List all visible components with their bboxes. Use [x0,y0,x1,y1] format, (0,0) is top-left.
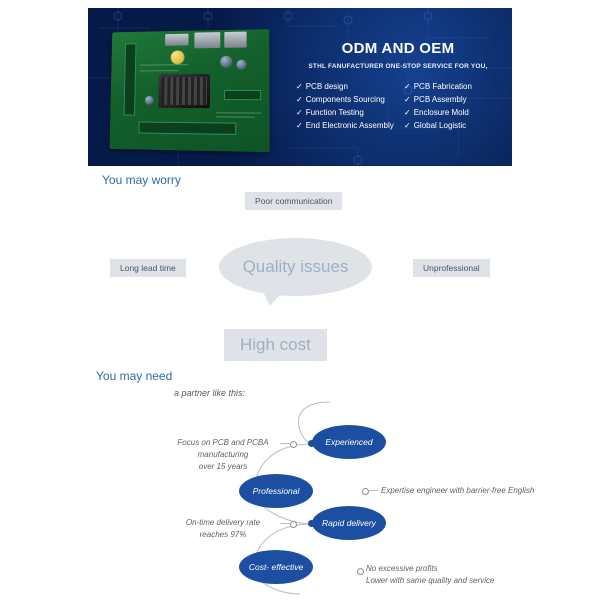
note-expertise-line1: Expertise engineer with barrier-free English [381,486,535,495]
worry-tag-long-lead-time: Long lead time [110,259,186,277]
note-marker-profit [357,568,364,575]
hero-list-label: Function Testing [305,108,364,117]
pcb-capacitor [145,96,154,105]
worry-tag-poor-communication: Poor communication [245,192,342,210]
hero-list-item [296,119,404,132]
pcb-slot-header [224,90,261,100]
check-icon: ✓ [404,82,411,91]
pcb-slot-pcie [139,122,237,135]
worry-section-heading: You may worry [102,173,181,187]
hero-subtitle: STHL FANUFACTURER ONE-STOP SERVICE FOR YOU, [308,63,488,70]
pcb-illustration [110,29,270,152]
quality-issues-label: Quality issues [242,257,349,276]
pcb-port-usb [194,32,220,48]
need-bubble-rapid-delivery [312,506,386,540]
note-delivery [160,517,286,541]
note-focus-line3: over 15 years [198,462,248,471]
note-marker-delivery [290,521,297,528]
need-bubble-professional: Professional [239,474,313,508]
hero-list-item [296,106,404,119]
hero-text-block [284,8,512,166]
note-line-expertise [368,490,378,491]
bubble-tail-icon [262,290,284,306]
check-icon: ✓ [404,108,411,117]
hero-list-item [404,80,512,93]
need-bubble-cost-effective [239,550,313,584]
hero-title: ODM AND OEM [341,40,455,57]
note-focus-line1: Focus on PCB and PCBA [177,438,269,447]
note-profit-line1: No excessive profits [366,564,438,573]
need-bubble-experienced: Experienced [312,425,386,459]
pcb-trace [140,70,179,71]
pcb-board-image [94,14,284,160]
pcb-trace [216,112,261,113]
hero-list-item [296,80,404,93]
worry-tag-high-cost: High cost [224,329,327,361]
hero-list-item [296,93,404,106]
pcb-trace [216,116,255,117]
note-marker-focus [290,441,297,448]
hero-list-right [404,80,512,132]
quality-issues-bubble [219,238,372,296]
note-delivery-line1: On-time delivery rate [185,518,261,527]
hero-list-label: Components Sourcing [305,95,385,104]
note-profit-line2: Lower with same quality and service [366,576,495,585]
check-icon: ✓ [296,108,303,117]
pcb-port-lan [224,32,246,48]
hero-banner [88,8,512,166]
pcb-capacitor [220,56,232,68]
hero-list-label: End Electronic Assembly [305,121,394,130]
hero-list-label: PCB Assembly [413,95,467,104]
check-icon: ✓ [296,121,303,130]
pcb-port-vga [165,34,189,46]
check-icon: ✓ [404,121,411,130]
worry-tag-unprofessional: Unprofessional [413,259,490,277]
pcb-heatsink [158,74,210,108]
pcb-trace [140,64,188,65]
hero-list-label: Global Logistic [413,121,467,130]
check-icon: ✓ [296,82,303,91]
hero-list-left [296,80,404,132]
need-bubble-cost-line1: Cost- [248,562,270,572]
note-focus-line2: manufacturing [197,450,249,459]
hero-list-item [404,106,512,119]
pcb-coin-battery [171,50,185,64]
need-bubble-rapid-line2: delivery [346,518,376,528]
need-bubble-rapid-line1: Rapid [322,518,345,528]
hero-list-item [404,93,512,106]
need-section-heading: You may need [96,369,173,383]
need-subnote: a partner like this: [174,388,246,398]
check-icon: ✓ [296,95,303,104]
note-delivery-line2: reaches 97% [199,530,247,539]
check-icon: ✓ [404,95,411,104]
pcb-capacitor [236,60,246,70]
hero-list-item [404,119,512,132]
hero-list-label: Enclosure Mold [413,108,469,117]
note-focus [160,437,286,473]
pcb-slot-ram [124,43,137,115]
hero-service-lists [284,80,512,132]
hero-list-label: PCB Fabrication [413,82,472,91]
need-bubble-cost-line2: effective [271,562,304,572]
note-expertise [381,485,534,497]
hero-list-label: PCB design [305,82,348,91]
note-profit [366,563,495,587]
